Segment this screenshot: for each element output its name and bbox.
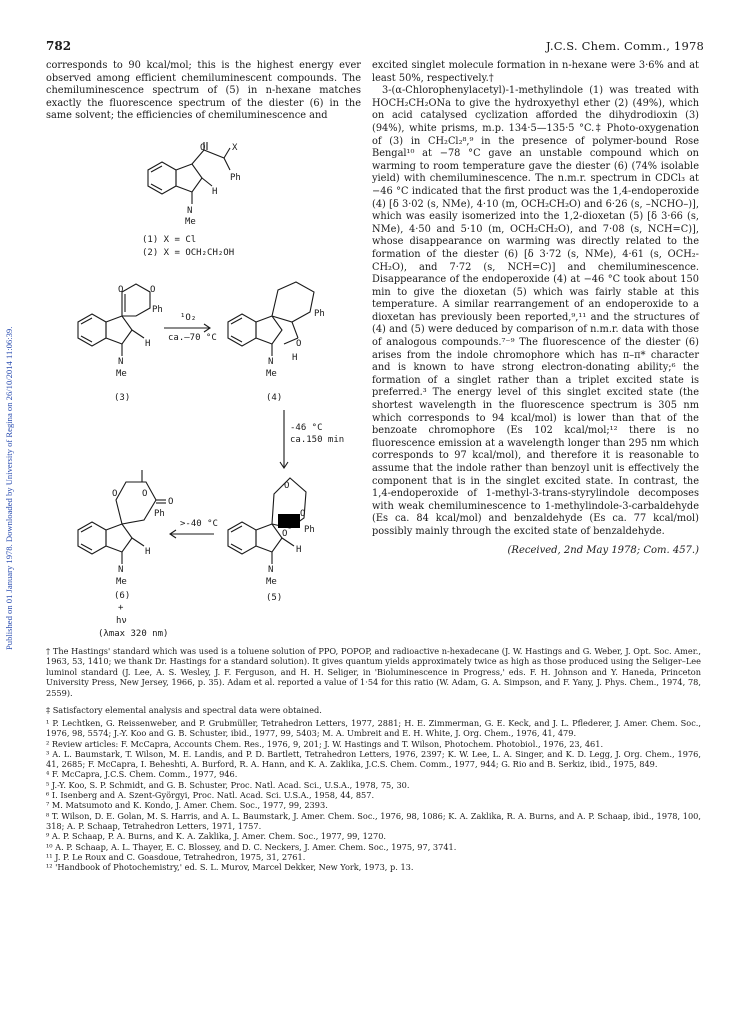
lambda-max: (λmax 320 nm) bbox=[98, 629, 169, 639]
cmpd1-x-label: X bbox=[232, 143, 238, 153]
reference-item: ⁸ T. Wilson, D. E. Golan, M. S. Harris, and A. L. Baumstark, J. Amer. Chem. Soc., 1976, 98, 1086; K. A. Zaklika, R. A. Burns, and A. P. Schaap, ibid., 1978, 100, 318; A. P. Schaap, Tetrahedron Letters, 1971, 1757. bbox=[46, 810, 701, 831]
reference-item: ¹¹ J. P. Le Roux and C. Goasdoue, Tetrahedron, 1975, 31, 2761. bbox=[46, 851, 306, 862]
reference-item: ⁵ J.-Y. Koo, S. P. Schmidt, and G. B. Schuster, Proc. Natl. Acad. Sci., U.S.A., 1978, 75, 30. bbox=[46, 779, 410, 790]
reaction-scheme bbox=[52, 142, 372, 642]
cmpd1-ph-label: Ph bbox=[230, 173, 241, 183]
right-paragraph-2: 3-(α-Chlorophenylacetyl)-1-methylindole (1) was treated with HOCH₂CH₂ONa to give the hydroxyethyl ether (2) (49%), which on acid catalysed cyclization afforded the dihydrodioxin (3) (94%), white prisms, m.p. 134·5—135·5 °C.‡ Photo-oxygenation of (3) in CH₂Cl₂⁸,⁹ in the presence of polymer-bound Rose Bengal¹⁰ at −78 °C gave an unstable compound which on warming to room temperature gave the diester (6) (74% isolable yield) with chemiluminescence. The n.m.r. spectrum in CDCl₃ at −46 °C indicated that the first product was the 1,4-endoperoxide (4) [δ 3·02 (s, NMe), 4·10 (m, OCH₂CH₂O) and 6·26 (s, –NCHO–)], which was easily isomerized into the 1,2-dioxetan (5) [δ 3·66 (s, NMe), 4·50 and 5·10 (m, OCH₂CH₂O), and 7·08 (s, NCH=C)], whose disappearance on warming was directly related to the formation of the diester (6) [δ 3·72 (s, NMe), 4·61 (s, OCH₂-CH₂O), and 7·72 (s, NCH=C)] and chemiluminescence. Disappearance of the endoperoxide (4) at −46 °C took about 150 min to give the dioxetan (5) which was fairly stable at this temperature. A similar rearrangement of an endoperoxide to a dioxetan has previously been reported,⁹,¹¹ and the structures of (4) and (5) were deduced by comparison of n.m.r. data with those of analogous compounds.⁷⁻⁹ The fluorescence of the diester (6) arises from the indole chromophore which has π–π* character and is known to have strong electron-donating ability;⁶ the formation of a singlet rather than a triplet excited state is preferred.³ The energy level of this singlet excited state (the shortest wavelength in the fluorescence spectrum is 305 nm which corresponds to 94 kcal/mol) is lower than that of the benzoate chromophore (Es 102 kcal/mol;¹² there is no fluorescence emission at a wavelength longer than 295 nm which corresponds to 97 kcal/mol), and therefore it is reasonable to assume that the indole rather than benzoyl unit is effectively the component that is in the singlet excited state. In contrast, the 1,4-endoperoxide of 1-methyl-3-trans-styrylindole decomposes with weak chemiluminescence to 1-methylindole-3-carbaldehyde (Es ca. 84 kcal/mol) and benzaldehyde (Es ca. 77 kcal/mol) possibly mainly through the excited state of benzaldehyde. bbox=[372, 85, 699, 537]
cmpd5-o2: O bbox=[300, 509, 306, 519]
reference-list bbox=[46, 718, 701, 872]
cmpd6-o3: O bbox=[168, 497, 174, 507]
cmpd4-n: N bbox=[268, 357, 274, 367]
cmpd5-o1: O bbox=[284, 481, 290, 491]
cmpd4-o: O bbox=[296, 339, 302, 349]
cmpd6-me: Me bbox=[116, 577, 127, 587]
right-column bbox=[372, 60, 699, 557]
download-watermark[interactable]: Published on 01 January 1978. Downloaded by University of Regina on 26/10/2014 11:06:39. bbox=[4, 326, 14, 650]
page-number: 782 bbox=[46, 39, 72, 53]
label-6: (6) bbox=[114, 591, 131, 601]
reference-item: ⁹ A. P. Schaap, P. A. Burns, and K. A. Zaklika, J. Amer. Chem. Soc., 1977, 99, 1270. bbox=[46, 831, 387, 842]
footnote-ddagger: ‡ Satisfactory elemental analysis and spectral data were obtained. bbox=[46, 705, 322, 715]
x-equals-och: (2) X = OCH₂CH₂OH bbox=[142, 248, 235, 258]
reference-item: ¹² 'Handbook of Photochemistry,' ed. S. L. Murov, Marcel Dekker, New York, 1973, p. 13. bbox=[46, 862, 414, 873]
cmpd5-h: H bbox=[296, 545, 302, 555]
cmpd6-n: N bbox=[118, 565, 124, 575]
x-equals-cl: (1) X = Cl bbox=[142, 235, 197, 245]
reference-item: ⁷ M. Matsumoto and K. Kondo, J. Amer. Chem. Soc., 1977, 99, 2393. bbox=[46, 800, 328, 811]
reference-item: ³ A. L. Baumstark, T. Wilson, M. E. Landis, and P. D. Bartlett, Tetrahedron Letters, 1976, 2397; K. W. Lee, L. A. Singer, and K. D. Legg, J. Org. Chem., 1976, 41, 2685; F. McCapra, I. Beheshti, A. Burford, R. A. Hann, and K. A. Zaklika, J.C.S. Chem. Comm., 1977, 944; G. Rio and B. Serkiz, ibid., 1975, 849. bbox=[46, 748, 701, 770]
reagent-singlet-oxygen: ¹O₂ bbox=[180, 313, 197, 323]
cmpd4-h: H bbox=[292, 353, 298, 363]
label-3: (3) bbox=[114, 393, 131, 403]
warm-time: ca.150 min bbox=[290, 435, 345, 445]
cmpd6-ph: Ph bbox=[154, 509, 165, 519]
cmpd3-h: H bbox=[145, 339, 151, 349]
warm-temperature: -46 °C bbox=[290, 423, 323, 433]
left-paragraph: corresponds to 90 kcal/mol; this is the highest energy ever observed among efficient chemiluminescent compounds. The chemiluminescence spectrum of (5) in n-hexane matches exactly the fluorescence spectrum of the diester (6) in the same solvent; the efficiencies of chemiluminescence and bbox=[46, 60, 361, 122]
cmpd5-me: Me bbox=[266, 577, 277, 587]
compound-1-structure bbox=[148, 142, 230, 204]
cmpd5-o3: O bbox=[282, 529, 288, 539]
cmpd3-n: N bbox=[118, 357, 124, 367]
received-line: (Received, 2nd May 1978; Com. 457.) bbox=[507, 544, 699, 556]
cmpd3-me: Me bbox=[116, 369, 127, 379]
footnote-dagger: † The Hastings' standard which was used is a toluene solution of PPO, POPOP, and radioactive n-hexadecane (J. W. Hastings and G. Weber, J. Opt. Soc. Amer., 1963, 53, 1410; we thank Dr. Hastings for a standard solution). It gives quantum yields approximately twice as high as those produced using the Seliger–Lee luminol standard (J. Lee, A. S. Wesley, J. F. Ferguson, and H. H. Seliger, in 'Bioluminescence in Progress,' eds. F. H. Johnson and Y. Haneda, Princeton University Press, New Jersey, 1966, p. 35). Adam et al. reported a value of 1·54 for this ratio (W. Adam, G. A. Simpson, and F. Yany, J. Phys. Chem., 1974, 78, 2559). bbox=[46, 646, 701, 698]
cmpd3-o2: O bbox=[150, 285, 156, 295]
reference-item: ¹ P. Lechtken, G. Reissenweber, and P. Grubmüller, Tetrahedron Letters, 1977, 2881; H. E. Zimmerman, G. E. Keck, and J. L. Pflederer, J. Amer. Chem. Soc., 1976, 98, 5574; J.-Y. Koo and G. B. Schuster, ibid., 1977, 99, 5403; M. A. Umbreit and E. H. White, J. Org. Chem., 1976, 41, 479. bbox=[46, 718, 701, 739]
reference-item: ¹⁰ A. P. Schaap, A. L. Thayer, E. C. Blossey, and D. C. Neckers, J. Amer. Chem. Soc., 1975, 97, 3741. bbox=[46, 841, 457, 852]
left-column bbox=[46, 60, 361, 123]
reference-item: ⁶ I. Isenberg and A. Szent-Györgyi, Proc. Natl. Acad. Sci. U.S.A., 1958, 44, 857. bbox=[46, 790, 375, 801]
plus-sign: + bbox=[118, 603, 124, 613]
hv-label: hν bbox=[116, 616, 127, 626]
cmpd1-me-label: Me bbox=[185, 217, 196, 227]
cmpd6-o2: O bbox=[142, 489, 148, 499]
label-5: (5) bbox=[266, 593, 283, 603]
right-paragraph-1: excited singlet molecule formation in n-hexane were 3·6% and at least 50%, respectively.† bbox=[372, 60, 699, 84]
reaction-temperature: >-40 °C bbox=[180, 519, 218, 529]
reference-item: ⁴ F. McCapra, J.C.S. Chem. Comm., 1977, 946. bbox=[46, 769, 238, 780]
label-4: (4) bbox=[266, 393, 283, 403]
cmpd6-h: H bbox=[145, 547, 151, 557]
reagent-temperature: ca.–70 °C bbox=[168, 333, 217, 343]
compound-6-structure bbox=[78, 470, 166, 564]
cmpd1-n-label: N bbox=[187, 206, 193, 216]
cmpd4-me: Me bbox=[266, 369, 277, 379]
cmpd3-o1: O bbox=[118, 285, 124, 295]
cmpd5-n: N bbox=[268, 565, 274, 575]
cmpd5-ph: Ph bbox=[304, 525, 315, 535]
compound-5-structure bbox=[228, 478, 306, 564]
cmpd3-ph: Ph bbox=[152, 305, 163, 315]
cmpd1-h-label: H bbox=[212, 187, 218, 197]
reference-item: ² Review articles: F. McCapra, Accounts Chem. Res., 1976, 9, 201; J. W. Hastings and T. Wilson, Photochem. Photobiol., 1976, 23, 461. bbox=[46, 738, 604, 749]
cmpd4-ph: Ph bbox=[314, 309, 325, 319]
cmpd1-o-label: O bbox=[200, 143, 206, 153]
compound-3-structure bbox=[78, 284, 150, 356]
running-header: J.C.S. Chem. Comm., 1978 bbox=[546, 39, 704, 53]
cmpd6-o1: O bbox=[112, 489, 118, 499]
